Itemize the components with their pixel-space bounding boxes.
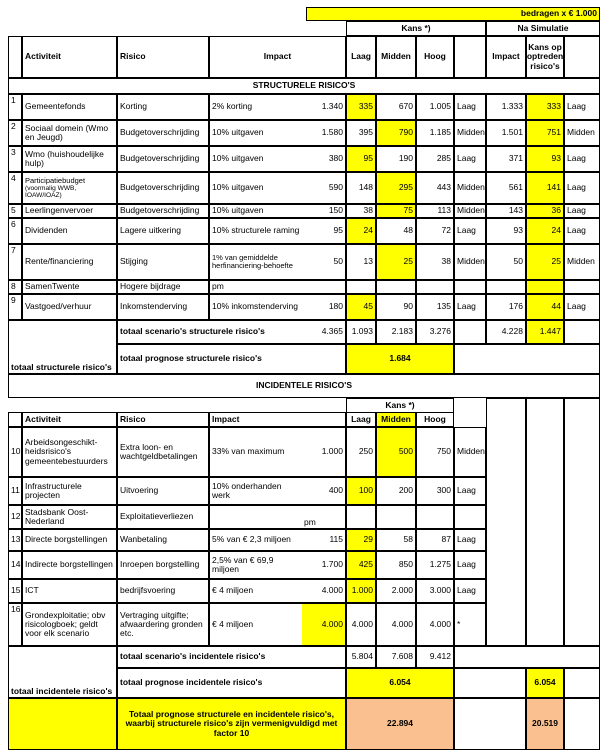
header-kans <box>454 36 486 78</box>
structural-prognose-label: totaal prognose structurele risico's <box>117 344 346 374</box>
structural-row-7-bedrag: 50 <box>302 244 346 280</box>
structural-title: STRUCTURELE RISICO'S <box>8 78 600 94</box>
structural-row-4-midden: 295 <box>376 172 416 204</box>
incidental-scenario-hoog: 9.412 <box>416 646 454 668</box>
structural-row-3-midden: 190 <box>376 146 416 172</box>
structural-row-5-bedrag: 150 <box>302 204 346 218</box>
incidental-row-12-kans <box>454 505 486 529</box>
kans-header: Kans *) <box>346 21 486 36</box>
incidental-row-16-midden: 4.000 <box>376 603 416 646</box>
incidental-row-14-midden: 850 <box>376 551 416 579</box>
incidental-total-label: totaal incidentele risico's <box>8 646 117 698</box>
inc-header-hoog: Hoog <box>416 412 454 427</box>
header-laag: Laag <box>346 36 376 78</box>
structural-row-6-kans: Laag <box>454 218 486 244</box>
structural-row-act-sub: (voormalig WWB, IOAW/IOAZ) <box>25 184 77 200</box>
structural-row-2-sim-kans: Midden <box>564 120 600 146</box>
incidental-row-16-hoog: 4.000 <box>416 603 454 646</box>
incidental-row-13-act: Directe borgstellingen <box>22 529 117 551</box>
incidental-row-10-bedrag: 1.000 <box>302 427 346 477</box>
incidental-row-14-kans: Laag <box>454 551 486 579</box>
grand-total-blank <box>454 698 526 750</box>
incidental-row-10-act: Arbeidsongeschikt-heidsrisico's gemeentebestuurders <box>22 427 117 477</box>
structural-row-3-impact: 10% uitgaven <box>209 146 302 172</box>
header-midden: Midden <box>376 36 416 78</box>
structural-scenario-hoog: 3.276 <box>416 320 454 344</box>
structural-row-6-act: Dividenden <box>22 218 117 244</box>
structural-row-8-n: 8 <box>8 280 22 294</box>
incidental-row-15-risico: bedrijfsvoering <box>117 579 209 603</box>
incidental-row-11-kans: Laag <box>454 477 486 505</box>
structural-row-8-impact: pm <box>209 280 302 294</box>
structural-row-7-risico: Stijging <box>117 244 209 280</box>
incidental-prognose-value: 6.054 <box>346 668 454 698</box>
structural-row-4-hoog: 443 <box>416 172 454 204</box>
structural-row-2-act: Sociaal domein (Wmo en Jeugd) <box>22 120 117 146</box>
incidental-row-16-act: Grondexploitatie; obv risicologboek; geldt voor elk scenario <box>22 603 117 646</box>
structural-row-4-sim-kans: Laag <box>564 172 600 204</box>
structural-row-3-n: 3 <box>8 146 22 172</box>
structural-row-6-bedrag: 95 <box>302 218 346 244</box>
structural-row-5-sim-kans: Laag <box>564 204 600 218</box>
incidental-row-15-n: 15 <box>8 579 22 603</box>
incidental-row-12-midden <box>376 505 416 529</box>
structural-row-9-act: Vastgoed/verhuur <box>22 294 117 320</box>
header-blank <box>564 36 600 78</box>
structural-row-1-risico: Korting <box>117 94 209 120</box>
unit-note: bedragen x € 1.000 <box>306 7 600 21</box>
incidental-row-14-hoog: 1.275 <box>416 551 454 579</box>
structural-row-6-sim: 24 <box>526 218 564 244</box>
incidental-scenario-label: totaal scenario's incidentele risico's <box>117 646 346 668</box>
structural-row-5-sim-impact: 143 <box>486 204 526 218</box>
incidental-row-16-bedrag: 4.000 <box>302 603 346 646</box>
incidental-row-11-risico: Uitvoering <box>117 477 209 505</box>
inc-header-impact: Impact <box>209 412 346 427</box>
structural-row-7-hoog: 38 <box>416 244 454 280</box>
incidental-row-15-impact: € 4 miljoen <box>209 579 302 603</box>
incidental-row-14-laag: 425 <box>346 551 376 579</box>
structural-row-2-n: 2 <box>8 120 22 146</box>
incidental-row-13-kans: Laag <box>454 529 486 551</box>
structural-row-7-sim: 25 <box>526 244 564 280</box>
structural-row-1-kans: Laag <box>454 94 486 120</box>
structural-row-6-risico: Lagere uitkering <box>117 218 209 244</box>
header-kans-op: Kans op optreden risico's <box>526 36 564 78</box>
incidental-row-12-risico: Exploitatieverliezen <box>117 505 209 529</box>
incidental-row-13-risico: Wanbetaling <box>117 529 209 551</box>
grand-total-label: Totaal prognose structurele en incidentele risico's, waarbij structurele risico's zijn vermenigvuldigd met factor 10 <box>117 698 346 750</box>
incidental-prognose-label: totaal prognose incidentele risico's <box>117 668 346 698</box>
structural-row-1-hoog: 1.005 <box>416 94 454 120</box>
structural-scenario-sim-impact: 4.228 <box>486 320 526 344</box>
structural-row-5-n: 5 <box>8 204 22 218</box>
structural-row-3-act: Wmo (huishoudelijke hulp) <box>22 146 117 172</box>
structural-row-1-sim: 333 <box>526 94 564 120</box>
incidental-row-10-n: 10 <box>8 427 22 477</box>
incidental-row-11-n: 11 <box>8 477 22 505</box>
structural-row-7-n: 7 <box>8 244 22 280</box>
structural-row-9-midden: 90 <box>376 294 416 320</box>
incidental-prognose-blank <box>454 668 526 698</box>
inc-empty-col-c <box>564 398 600 646</box>
structural-row-8-bedrag <box>302 280 346 294</box>
incidental-prognose-sim: 6.054 <box>526 668 564 698</box>
incidental-scenario-midden: 7.608 <box>376 646 416 668</box>
header-risico: Risico <box>117 36 209 78</box>
incidental-row-10-hoog: 750 <box>416 427 454 477</box>
structural-row-5-laag: 38 <box>346 204 376 218</box>
incidental-scenario-blank <box>454 646 600 668</box>
structural-row-9-laag: 45 <box>346 294 376 320</box>
structural-row-4-act <box>22 172 117 204</box>
grand-total-spacer <box>8 698 117 750</box>
structural-row-5-act: Leerlingenvervoer <box>22 204 117 218</box>
incidental-row-15-act: ICT <box>22 579 117 603</box>
structural-row-1-midden: 670 <box>376 94 416 120</box>
incidental-row-12-impact <box>209 505 302 529</box>
incidental-row-11-midden: 200 <box>376 477 416 505</box>
structural-row-5-midden: 75 <box>376 204 416 218</box>
grand-total-value: 22.894 <box>346 698 454 750</box>
structural-row-7-midden: 25 <box>376 244 416 280</box>
structural-row-4-sim-impact: 561 <box>486 172 526 204</box>
incidental-row-11-laag: 100 <box>346 477 376 505</box>
structural-row-7-sim-kans: Midden <box>564 244 600 280</box>
structural-row-7-sim-impact: 50 <box>486 244 526 280</box>
incidental-row-15-midden: 2.000 <box>376 579 416 603</box>
structural-row-6-midden: 48 <box>376 218 416 244</box>
structural-row-1-act: Gemeentefonds <box>22 94 117 120</box>
structural-row-1-n: 1 <box>8 94 22 120</box>
structural-row-2-laag: 395 <box>346 120 376 146</box>
grand-total-sim: 20.519 <box>526 698 564 750</box>
structural-row-5-impact: 10% uitgaven <box>209 204 302 218</box>
structural-row-6-sim-kans: Laag <box>564 218 600 244</box>
incidental-row-12-hoog <box>416 505 454 529</box>
structural-row-2-sim: 751 <box>526 120 564 146</box>
structural-scenario-kans <box>454 320 486 344</box>
structural-row-6-sim-impact: 93 <box>486 218 526 244</box>
incidental-kans-header: Kans *) <box>346 398 454 412</box>
inc-header-activiteit: Activiteit <box>22 412 117 427</box>
structural-row-7-kans: Midden <box>454 244 486 280</box>
structural-row-5-sim: 36 <box>526 204 564 218</box>
inc-header-risico: Risico <box>117 412 209 427</box>
incidental-row-16-kans: * <box>454 603 486 646</box>
inc-empty-col-a <box>486 398 526 646</box>
incidental-row-10-kans: Midden <box>454 427 486 477</box>
structural-row-9-impact: 10% inkomstenderving <box>209 294 302 320</box>
structural-row-1-sim-kans: Laag <box>564 94 600 120</box>
structural-row-2-sim-impact: 1.501 <box>486 120 526 146</box>
structural-row-7-act: Rente/financiering <box>22 244 117 280</box>
structural-row-8-sim <box>526 280 564 294</box>
incidental-title: INCIDENTELE RISICO'S <box>8 374 600 398</box>
structural-row-2-risico: Budgetoverschrijding <box>117 120 209 146</box>
incidental-row-10-laag: 250 <box>346 427 376 477</box>
structural-row-3-laag: 95 <box>346 146 376 172</box>
incidental-row-12-laag <box>346 505 376 529</box>
incidental-row-13-hoog: 87 <box>416 529 454 551</box>
structural-row-1-laag: 335 <box>346 94 376 120</box>
structural-row-2-midden: 790 <box>376 120 416 146</box>
incidental-row-10-risico: Extra loon- en wachtgeldbetalingen <box>117 427 209 477</box>
incidental-row-13-bedrag: 115 <box>302 529 346 551</box>
inc-header-laag: Laag <box>346 412 376 427</box>
structural-row-9-sim-kans: Laag <box>564 294 600 320</box>
structural-row-4-kans: Midden <box>454 172 486 204</box>
incidental-row-16-n: 16 <box>8 603 22 646</box>
structural-row-3-sim-impact: 371 <box>486 146 526 172</box>
structural-row-8-kans <box>454 280 486 294</box>
grand-total-blank2 <box>564 698 600 750</box>
structural-row-9-bedrag: 180 <box>302 294 346 320</box>
structural-row-3-risico: Budgetoverschrijding <box>117 146 209 172</box>
incidental-row-16-laag: 4.000 <box>346 603 376 646</box>
structural-row-3-kans: Laag <box>454 146 486 172</box>
incidental-prognose-blank2 <box>564 668 600 698</box>
structural-row-8-midden <box>376 280 416 294</box>
incidental-row-11-hoog: 300 <box>416 477 454 505</box>
structural-row-6-laag: 24 <box>346 218 376 244</box>
structural-row-9-kans: Laag <box>454 294 486 320</box>
structural-row-5-hoog: 113 <box>416 204 454 218</box>
structural-prognose-blank <box>454 344 600 374</box>
structural-row-4-bedrag: 590 <box>302 172 346 204</box>
header-sim-impact: Impact <box>486 36 526 78</box>
incidental-row-14-n: 14 <box>8 551 22 579</box>
structural-scenario-label: totaal scenario's structurele risico's <box>117 320 346 344</box>
structural-row-6-n: 6 <box>8 218 22 244</box>
incidental-row-13-impact: 5% van € 2,3 miljoen <box>209 529 302 551</box>
structural-row-7-laag: 13 <box>346 244 376 280</box>
structural-row-3-sim: 93 <box>526 146 564 172</box>
structural-row-9-sim-impact: 176 <box>486 294 526 320</box>
structural-prognose-value: 1.684 <box>346 344 454 374</box>
structural-row-9-n: 9 <box>8 294 22 320</box>
header-num <box>8 36 22 78</box>
header-impact: Impact <box>209 36 346 78</box>
structural-row-2-bedrag: 1.580 <box>302 120 346 146</box>
incidental-row-13-n: 13 <box>8 529 22 551</box>
header-hoog: Hoog <box>416 36 454 78</box>
incidental-row-15-hoog: 3.000 <box>416 579 454 603</box>
incidental-row-15-bedrag: 4.000 <box>302 579 346 603</box>
incidental-row-15-kans: Laag <box>454 579 486 603</box>
incidental-row-14-act: Indirecte borgstellingen <box>22 551 117 579</box>
incidental-row-12-act: Stadsbank Oost-Nederland <box>22 505 117 529</box>
structural-scenario-blank <box>564 320 600 344</box>
incidental-row-13-midden: 58 <box>376 529 416 551</box>
structural-row-3-sim-kans: Laag <box>564 146 600 172</box>
incidental-scenario-laag: 5.804 <box>346 646 376 668</box>
structural-row-1-sim-impact: 1.333 <box>486 94 526 120</box>
incidental-row-11-impact: 10% onderhanden werk <box>209 477 302 505</box>
incidental-row-12-n: 12 <box>8 505 22 529</box>
structural-row-2-hoog: 1.185 <box>416 120 454 146</box>
structural-row-8-sim-kans <box>564 280 600 294</box>
inc-header-num <box>8 412 22 427</box>
inc-empty-col-b <box>526 398 564 646</box>
structural-row-4-n: 4 <box>8 172 22 204</box>
structural-row-2-impact: 10% uitgaven <box>209 120 302 146</box>
incidental-row-13-laag: 29 <box>346 529 376 551</box>
structural-scenario-laag: 1.093 <box>346 320 376 344</box>
structural-scenario-bedrag: 4.365 <box>300 320 346 344</box>
structural-row-2-kans: Midden <box>454 120 486 146</box>
structural-row-5-kans: Midden <box>454 204 486 218</box>
structural-row-4-impact: 10% uitgaven <box>209 172 302 204</box>
structural-scenario-midden: 2.183 <box>376 320 416 344</box>
incidental-row-10-impact: 33% van maximum <box>209 427 302 477</box>
structural-row-3-bedrag: 380 <box>302 146 346 172</box>
incidental-row-12-bedrag: pm <box>302 505 346 529</box>
structural-scenario-sim: 1.447 <box>526 320 564 344</box>
structural-total-label: totaal structurele risico's <box>8 320 117 374</box>
structural-row-8-risico: Hogere bijdrage <box>117 280 209 294</box>
incidental-row-14-impact: 2,5% van € 69,9 miljoen <box>209 551 302 579</box>
structural-row-8-laag <box>346 280 376 294</box>
incidental-row-16-risico: Vertraging uitgifte; afwaardering gronden etc. <box>117 603 209 646</box>
structural-row-4-risico: Budgetoverschrijding <box>117 172 209 204</box>
structural-row-7-impact: 1% van gemiddelde herfinanciering-behoefte <box>209 244 302 280</box>
structural-row-6-impact: 10% structurele raming <box>209 218 302 244</box>
incidental-row-10-midden: 500 <box>376 427 416 477</box>
incidental-row-16-impact: € 4 miljoen <box>209 603 302 646</box>
structural-row-9-hoog: 135 <box>416 294 454 320</box>
structural-row-3-hoog: 285 <box>416 146 454 172</box>
structural-row-8-sim-impact <box>486 280 526 294</box>
simulation-header: Na Simulatie <box>486 21 600 36</box>
structural-row-1-impact: 2% korting <box>209 94 302 120</box>
structural-row-1-bedrag: 1.340 <box>302 94 346 120</box>
incidental-row-14-risico: Inroepen borgstelling <box>117 551 209 579</box>
incidental-row-14-bedrag: 1.700 <box>302 551 346 579</box>
structural-row-5-risico: Budgetoverschrijding <box>117 204 209 218</box>
structural-row-act-main: Participatiebudget <box>25 175 86 185</box>
structural-row-4-laag: 148 <box>346 172 376 204</box>
incidental-row-15-laag: 1.000 <box>346 579 376 603</box>
structural-row-9-risico: Inkomstenderving <box>117 294 209 320</box>
inc-header-midden: Midden <box>376 412 416 427</box>
structural-row-4-sim: 141 <box>526 172 564 204</box>
structural-row-6-hoog: 72 <box>416 218 454 244</box>
structural-row-9-sim: 44 <box>526 294 564 320</box>
incidental-row-11-bedrag: 400 <box>302 477 346 505</box>
incidental-row-11-act: Infrastructurele projecten <box>22 477 117 505</box>
structural-row-8-hoog <box>416 280 454 294</box>
header-activiteit: Activiteit <box>22 36 117 78</box>
structural-row-8-act: SamenTwente <box>22 280 117 294</box>
